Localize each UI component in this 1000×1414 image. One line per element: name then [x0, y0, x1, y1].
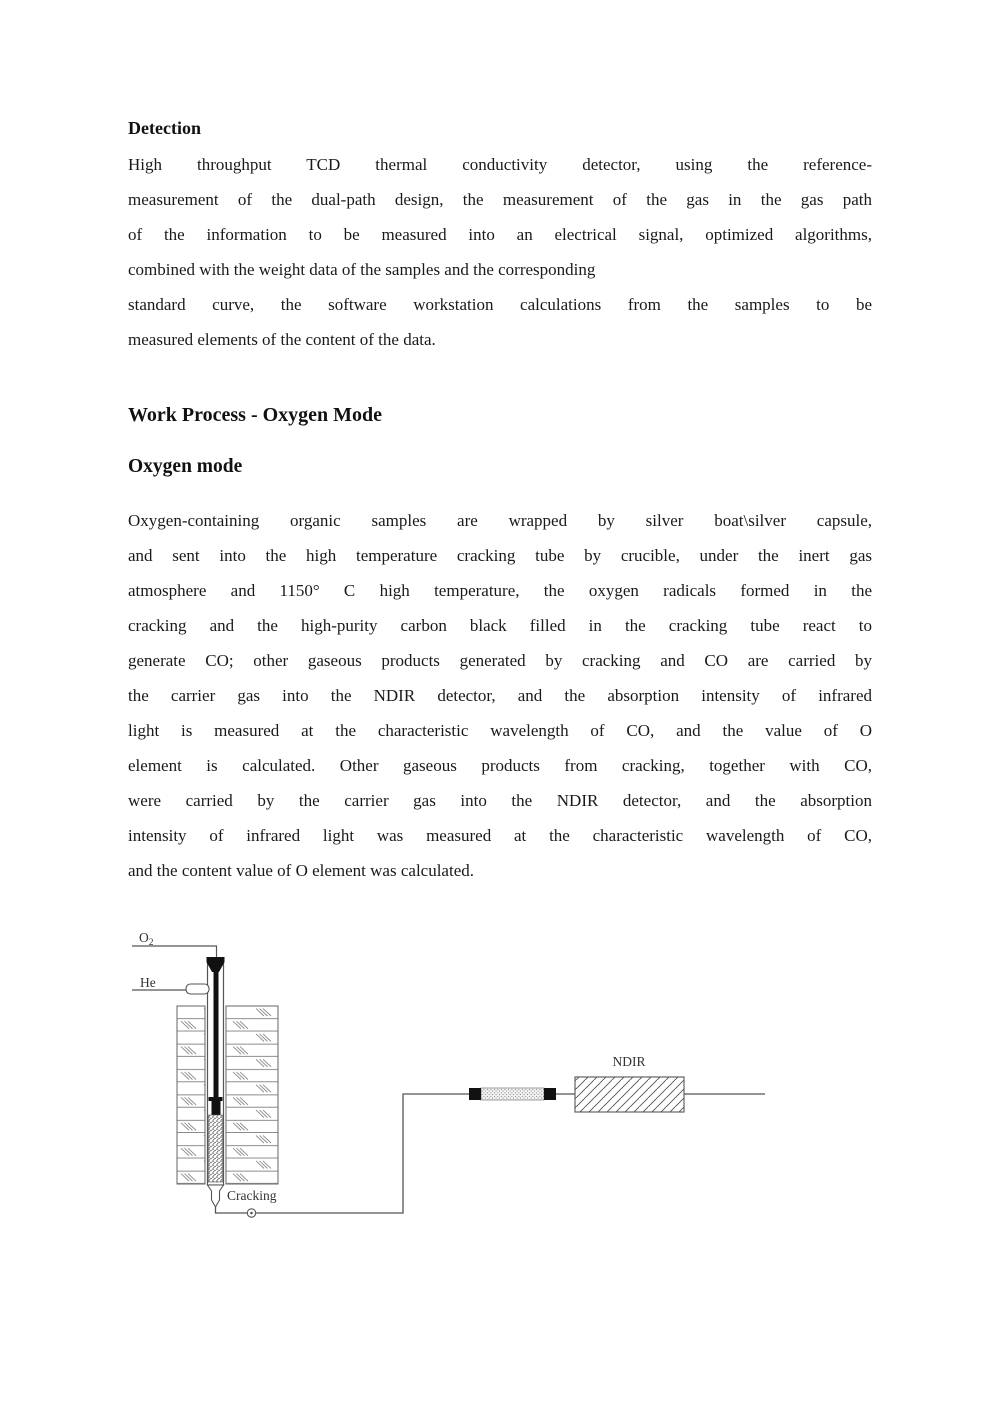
paragraph-line: were carried by the carrier gas into the NDIR detector, and the absorption — [128, 791, 872, 810]
paragraph-line: measured elements of the content of the data. — [128, 330, 436, 349]
valve-icon — [247, 1209, 255, 1217]
paragraph-line: generate CO; other gaseous products generated by cracking and CO are carried by — [128, 651, 872, 670]
carbon-black-fill — [209, 1115, 223, 1182]
paragraph-line: atmosphere and 1150° C high temperature, the oxygen radicals formed in the — [128, 581, 872, 600]
paragraph-line: of the information to be measured into an electrical signal, optimized algorithms, — [128, 225, 872, 244]
work-process-heading: Work Process - Oxygen Mode — [128, 404, 383, 426]
furnace-block-right — [226, 1006, 278, 1184]
oxygen-mode-heading: Oxygen mode — [128, 456, 243, 477]
furnace-block-left — [177, 1006, 205, 1184]
paragraph-line: and sent into the high temperature cracking tube by crucible, under the inert gas — [128, 546, 872, 565]
cracking-label: Cracking — [227, 1188, 277, 1203]
paragraph-line: light is measured at the characteristic wavelength of CO, and the value of O — [128, 721, 872, 740]
he-inlet-arm — [186, 984, 209, 994]
paragraph-line: measurement of the dual-path design, the measurement of the gas in the gas path — [128, 190, 872, 209]
paragraph-line: standard curve, the software workstation calculations from the samples to be — [128, 295, 872, 314]
oxygen-mode-paragraph — [128, 503, 872, 888]
detection-heading: Detection — [128, 118, 201, 138]
detection-paragraph — [128, 147, 872, 357]
oxygen-mode-flow-diagram — [0, 900, 1000, 1240]
he-label: He — [140, 975, 156, 990]
paragraph-line: the carrier gas into the NDIR detector, and the absorption intensity of infrared — [128, 686, 872, 705]
tube-outlet — [208, 1185, 224, 1207]
paragraph-line: element is calculated. Other gaseous products from cracking, together with CO, — [128, 756, 872, 775]
o2-supply-line — [132, 946, 217, 958]
ndir-detector-box — [575, 1077, 684, 1112]
paragraph-line: and the content value of O element was calculated. — [128, 861, 474, 880]
o2-label: $O_2$ — [139, 930, 154, 948]
paragraph-line: cracking and the high-purity carbon black filled in the cracking tube react to — [128, 616, 872, 635]
paragraph-line: intensity of infrared light was measured at the characteristic wavelength of CO, — [128, 826, 872, 845]
ndir-label: NDIR — [612, 1054, 646, 1069]
paragraph-line: Oxygen-containing organic samples are wrapped by silver boat\silver capsule, — [128, 511, 872, 530]
paragraph-line: combined with the weight data of the samples and the corresponding — [128, 260, 596, 279]
paragraph-line: High throughput TCD thermal conductivity detector, using the reference- — [128, 155, 872, 174]
scrubber-cartridge — [469, 1088, 556, 1100]
